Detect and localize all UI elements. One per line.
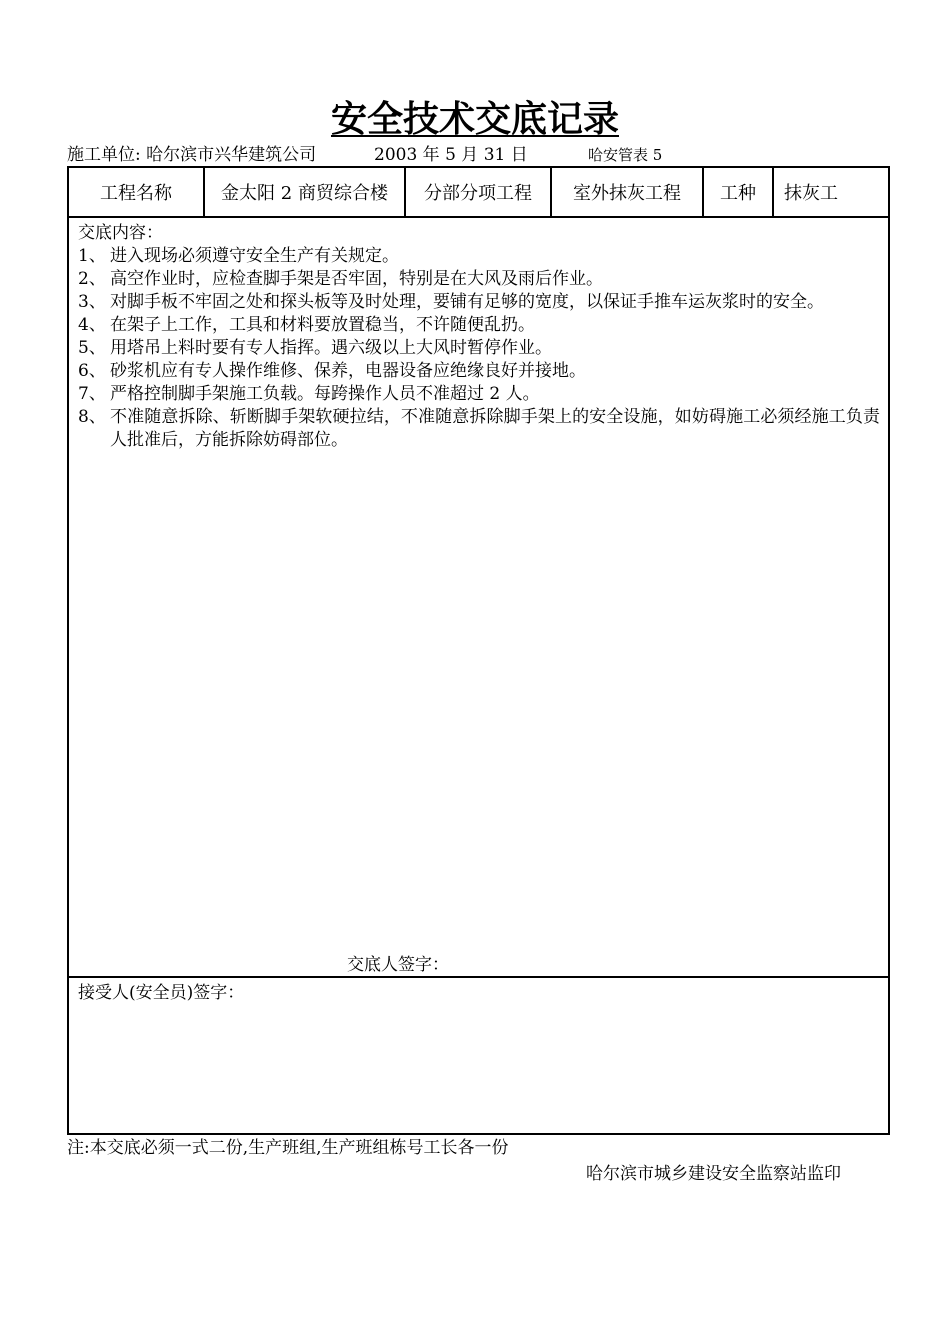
- footer-note: 注:本交底必须一式二份,生产班组,生产班组栋号工长各一份: [67, 1138, 509, 1158]
- list-item: [78, 314, 880, 337]
- receiver-row: [68, 977, 889, 1134]
- list-item: [78, 383, 880, 406]
- item-number: 2、: [78, 269, 106, 289]
- document-title-text: 安全技术交底记录: [330, 98, 619, 140]
- item-number: 4、: [78, 315, 106, 335]
- project-info-row: [68, 167, 889, 217]
- item-text: 对脚手板不牢固之处和探头板等及时处理，要铺有足够的宽度，以保证手推车运灰浆时的安全。: [110, 292, 824, 312]
- construction-unit: 施工单位: 哈尔滨市兴华建筑公司: [67, 145, 317, 165]
- list-item: [78, 245, 880, 268]
- content-area: [69, 218, 888, 976]
- item-text: 高空作业时，应检查脚手架是否牢固，特别是在大风及雨后作业。: [110, 269, 603, 289]
- list-item: [78, 406, 880, 452]
- record-date: 2003 年 5 月 31 日: [374, 145, 528, 165]
- subproject-label: 分部分项工程: [405, 167, 551, 217]
- item-number: 3、: [78, 292, 106, 312]
- item-text: 严格控制脚手架施工负载。每跨操作人员不准超过 2 人。: [110, 384, 540, 404]
- item-text: 进入现场必须遵守安全生产有关规定。: [110, 246, 399, 266]
- subproject-value: 室外抹灰工程: [551, 167, 703, 217]
- content-cell: [68, 217, 889, 977]
- item-text: 砂浆机应有专人操作维修、保养，电器设备应绝缘良好并接地。: [110, 361, 586, 381]
- receiver-signature-label: 接受人(安全员)签字：: [78, 983, 245, 1003]
- item-number: 6、: [78, 361, 106, 381]
- list-item: [78, 360, 880, 383]
- footer-seal: 哈尔滨市城乡建设安全监察站监印: [586, 1164, 841, 1184]
- document-title: [0, 96, 950, 142]
- receiver-cell: [68, 977, 889, 1134]
- trade-value: 抹灰工: [773, 167, 889, 217]
- item-number: 8、: [78, 407, 106, 427]
- content-label: 交底内容：: [78, 223, 163, 243]
- item-text: 在架子上工作，工具和材料要放置稳当，不许随便乱扔。: [110, 315, 535, 335]
- discloser-signature-label: 交底人签字：: [347, 955, 449, 975]
- list-item: [78, 268, 880, 291]
- item-number: 5、: [78, 338, 106, 358]
- form-code: 哈安管表 5: [588, 146, 663, 164]
- list-item: [78, 337, 880, 360]
- list-item: [78, 291, 880, 314]
- item-text: 用塔吊上料时要有专人指挥。遇六级以上大风时暂停作业。: [110, 338, 552, 358]
- item-number: 1、: [78, 246, 106, 266]
- project-name-label: 工程名称: [68, 167, 204, 217]
- trade-label: 工种: [703, 167, 773, 217]
- item-number: 7、: [78, 384, 106, 404]
- content-row: [68, 217, 889, 977]
- project-name-value: 金太阳 2 商贸综合楼: [204, 167, 405, 217]
- disclosure-form-table: [67, 166, 890, 1135]
- item-text: 不准随意拆除、斩断脚手架软硬拉结，不准随意拆除脚手架上的安全设施，如妨碍施工必须经施工负责人批准后，方能拆除妨碍部位。: [110, 407, 880, 450]
